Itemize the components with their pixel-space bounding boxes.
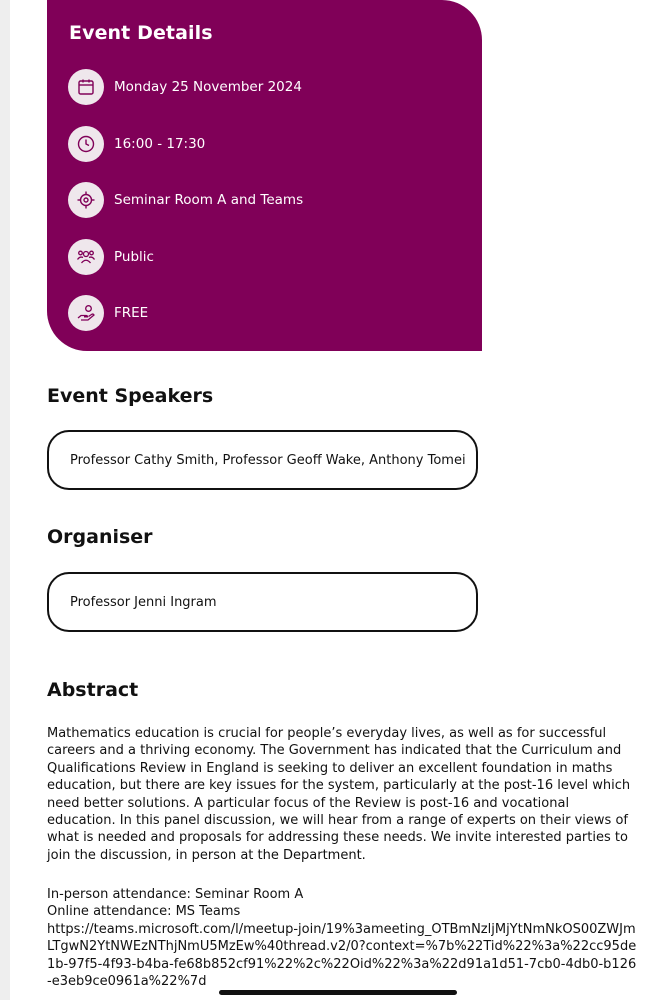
location-target-icon [68, 182, 104, 218]
abstract-text: Mathematics education is crucial for people’s everyday lives, as well as for successful careers and a thriving economy. The Government has indicated that the Curriculum and Qualifications Review in England is seeking to deliver an excellent foundation in maths education, but there are key issues for the system, particularly at the post-16 level which need better solutions. A particular focus of the Review is post-16 and vocational education. In this panel discussion, we will hear from a range of experts on their views of what is needed and proposals for addressing these needs. We invite interested parties to join the discussion, in person at the Department. [47, 726, 631, 863]
event-time: 16:00 - 17:30 [114, 136, 206, 152]
event-audience: Public [114, 249, 154, 265]
event-price: FREE [114, 305, 149, 321]
people-icon [68, 239, 104, 275]
event-price-row [68, 295, 148, 331]
event-audience-row [68, 239, 154, 275]
event-date: Monday 25 November 2024 [114, 79, 302, 95]
home-indicator[interactable] [219, 990, 457, 995]
hand-coin-icon [68, 295, 104, 331]
teams-meeting-link[interactable]: https://teams.microsoft.com/l/meetup-join/19%3ameeting_OTBmNzljMjYtNmNkOS00ZWJmLTgwN2YtNWEzNThjNmU5MzEw%40thread.v2/0?context=%7b%22Tid%22%3a%22cc95de1b-97f5-4f93-b4ba-fe68b852cf91%22%2c%22Oid%22%3a%22d91a1d51-7cb0-4db0-b126-e3eb9ce0961a%22%7d [47, 921, 637, 990]
event-date-row [68, 69, 302, 105]
online-attendance: Online attendance: MS Teams [47, 904, 241, 920]
organiser-name: Professor Jenni Ingram [70, 594, 217, 610]
event-location: Seminar Room A and Teams [114, 192, 304, 208]
organiser-box [47, 572, 478, 632]
attendance-info [47, 886, 637, 990]
speakers-heading: Event Speakers [47, 385, 214, 407]
event-details-title: Event Details [69, 22, 213, 44]
event-time-row [68, 126, 205, 162]
speakers-box [47, 430, 478, 490]
abstract-heading: Abstract [47, 679, 139, 701]
organiser-heading: Organiser [47, 526, 153, 548]
clock-icon [68, 126, 104, 162]
page-left-edge [0, 0, 10, 1000]
speakers-names: Professor Cathy Smith, Professor Geoff Wake, Anthony Tomei [70, 452, 466, 468]
event-location-row [68, 182, 303, 218]
event-details-card [47, 0, 482, 351]
calendar-icon [68, 69, 104, 105]
in-person-attendance: In-person attendance: Seminar Room A [47, 887, 304, 902]
